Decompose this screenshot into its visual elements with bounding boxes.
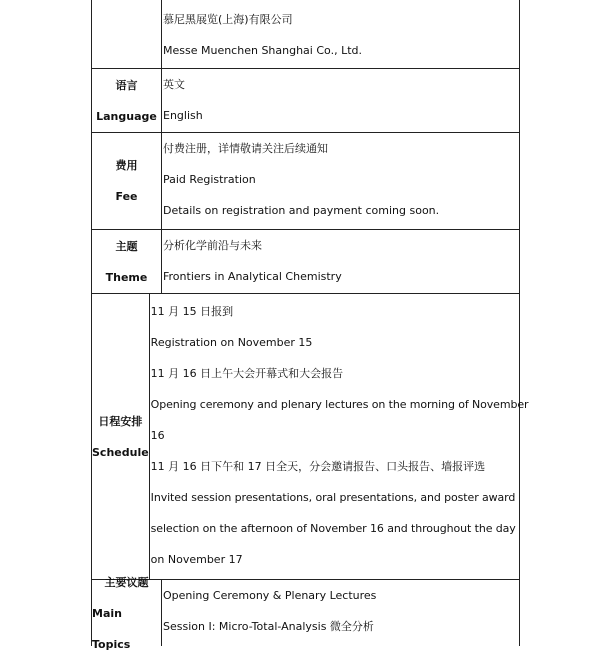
theme-label-en: Theme [105,270,148,284]
language-label-en: Language [96,109,157,123]
schedule-content [150,294,529,579]
theme-label-zh: 主题 [115,239,138,253]
organizer-row [91,0,520,69]
organizer-content [162,0,519,68]
schedule-line-4: Opening ceremony and plenary lectures on the morning of November [150,398,529,411]
topic-session-1: Session Ⅰ: Micro-Total-Analysis 微全分析 [163,620,374,633]
schedule-line-6: 11 月 16 日下午和 17 日全天，分会邀请报告、口头报告、墙报评选 [150,460,486,473]
schedule-label-en: Schedule [92,445,149,459]
language-en: English [163,109,203,122]
schedule-label-cell [92,294,150,579]
language-zh: 英文 [163,78,185,91]
fee-en: Paid Registration [163,173,256,186]
schedule-line-7: Invited session presentations, oral presentations, and poster award [150,491,516,504]
topic-opening: Opening Ceremony & Plenary Lectures [163,589,377,602]
schedule-line-1: 11 月 15 日报到 [150,305,234,318]
language-row [91,69,520,133]
theme-en: Frontiers in Analytical Chemistry [163,270,342,283]
language-content [162,69,519,132]
language-label-zh: 语言 [115,78,138,92]
topics-row [91,575,520,651]
theme-row [91,230,520,294]
language-label-cell [92,69,162,132]
schedule-line-3: 11 月 16 日上午大会开幕式和大会报告 [150,367,344,380]
schedule-line-9: on November 17 [150,553,243,566]
topics-label-cell [92,575,162,651]
topics-label-zh: 主要议题 [104,575,149,589]
topics-label-en: Main Topics [92,606,131,651]
schedule-line-8: selection on the afternoon of November 16 and throughout the day [150,522,516,535]
schedule-line-2: Registration on November 15 [150,336,313,349]
schedule-line-5: 16 [150,429,165,442]
schedule-label-zh: 日程安排 [98,414,143,428]
fee-zh: 付费注册，详情敬请关注后续通知 [163,142,328,155]
organizer-label-cell [92,0,162,68]
topics-content [162,580,519,646]
fee-label-zh: 费用 [115,159,138,172]
theme-content [162,230,519,293]
fee-content [162,133,519,229]
schedule-row [91,294,529,580]
info-table [91,0,529,651]
fee-label-cell [92,133,162,229]
theme-label-cell [92,230,162,293]
organizer-en: Messe Muenchen Shanghai Co., Ltd. [163,44,362,57]
fee-row [91,133,520,230]
fee-details: Details on registration and payment coming soon. [163,204,440,217]
organizer-zh: 慕尼黑展览(上海)有限公司 [163,13,293,26]
theme-zh: 分析化学前沿与未来 [163,239,262,252]
fee-label-en: Fee [115,190,138,203]
